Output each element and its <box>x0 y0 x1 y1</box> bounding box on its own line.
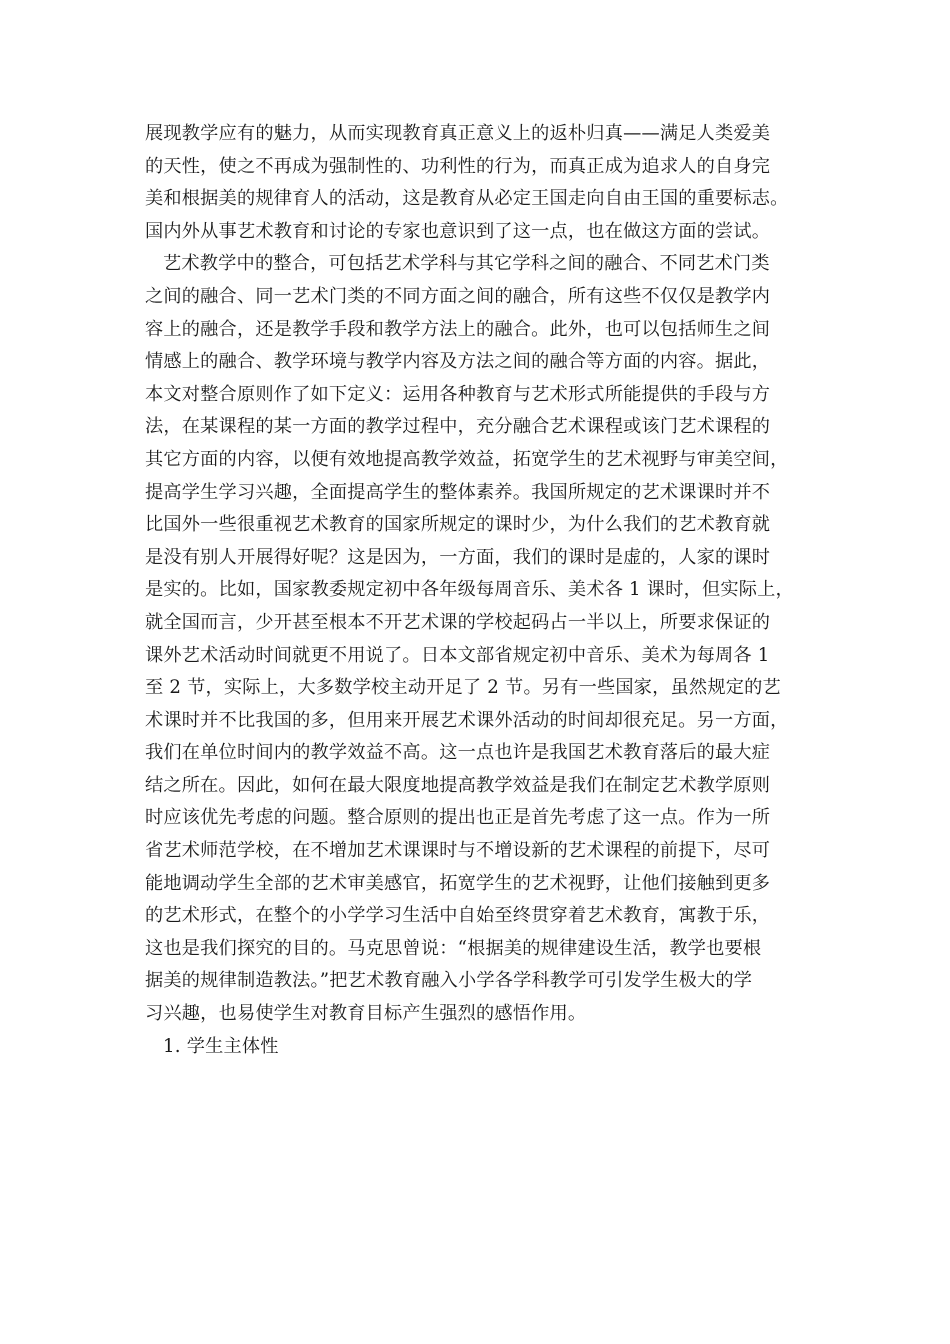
text-line: 这也是我们探究的目的。马克思曾说：“根据美的规律建设生活，教学也要根 <box>145 937 762 959</box>
paragraph-start-line: 艺术教学中的整合，可包括艺术学科与其它学科之间的融合、不同艺术门类 <box>163 253 770 275</box>
text-line: 结之所在。因此，如何在最大限度地提高教学效益是我们在制定艺术教学原则 <box>145 774 771 796</box>
section-heading: 1. 学生主体性 <box>163 1035 279 1057</box>
text-line: 展现教学应有的魅力，从而实现教育真正意义上的返朴归真——满足人类爱美 <box>145 123 771 144</box>
text-line: 能地调动学生全部的艺术审美感官，拓宽学生的艺术视野，让他们接触到更多 <box>145 872 771 894</box>
text-line: 就全国而言，少开甚至根本不开艺术课的学校起码占一半以上，所要求保证的 <box>145 611 771 633</box>
text-line: 术课时并不比我国的多，但用来开展艺术课外活动的时间却很充足。另一方面， <box>145 709 789 731</box>
text-line: 国内外从事艺术教育和讨论的专家也意识到了这一点，也在做这方面的尝试。 <box>145 220 771 242</box>
text-line: 的艺术形式，在整个的小学学习生活中自始至终贯穿着艺术教育，寓教于乐， <box>145 905 771 927</box>
text-line: 容上的融合，还是教学手段和教学方法上的融合。此外，也可以包括师生之间 <box>145 318 771 340</box>
text-line: 据美的规律制造教法。”把艺术教育融入小学各学科教学可引发学生极大的学 <box>145 970 753 992</box>
text-line: 课外艺术活动时间就更不用说了。日本文部省规定初中音乐、美术为每周各 1 <box>145 644 770 666</box>
text-line: 美和根据美的规律育人的活动，这是教育从必定王国走向自由王国的重要标志。 <box>145 188 789 210</box>
body-text <box>145 118 805 1063</box>
text-line: 习兴趣，也易使学生对教育目标产生强烈的感悟作用。 <box>145 1003 587 1025</box>
text-line: 是没有别人开展得好呢？这是因为，一方面，我们的课时是虚的，人家的课时 <box>145 546 771 568</box>
text-line: 之间的融合、同一艺术门类的不同方面之间的融合，所有这些不仅仅是教学内 <box>145 285 771 307</box>
text-line: 法，在某课程的某一方面的教学过程中，充分融合艺术课程或该门艺术课程的 <box>145 416 771 438</box>
text-line: 情感上的融合、教学环境与教学内容及方法之间的融合等方面的内容。据此， <box>145 351 771 373</box>
text-line: 是实的。比如，国家教委规定初中各年级每周音乐、美术各 1 课时，但实际上， <box>145 579 794 601</box>
text-line: 时应该优先考虑的问题。整合原则的提出也正是首先考虑了这一点。作为一所 <box>145 807 771 829</box>
text-line: 省艺术师范学校，在不增加艺术课课时与不增设新的艺术课程的前提下，尽可 <box>145 840 771 862</box>
text-line: 本文对整合原则作了如下定义：运用各种教育与艺术形式所能提供的手段与方 <box>145 383 771 405</box>
text-line: 我们在单位时间内的教学效益不高。这一点也许是我国艺术教育落后的最大症 <box>145 742 771 764</box>
text-line: 其它方面的内容，以便有效地提高教学效益，拓宽学生的艺术视野与审美空间， <box>145 448 789 470</box>
text-line: 提高学生学习兴趣，全面提高学生的整体素养。我国所规定的艺术课课时并不 <box>145 481 771 503</box>
text-line: 至 2 节，实际上，大多数学校主动开足了 2 节。另有一些国家，虽然规定的艺 <box>145 677 781 699</box>
text-line: 的天性，使之不再成为强制性的、功利性的行为，而真正成为追求人的自身完 <box>145 155 771 177</box>
text-line: 比国外一些很重视艺术教育的国家所规定的课时少，为什么我们的艺术教育就 <box>145 514 771 536</box>
